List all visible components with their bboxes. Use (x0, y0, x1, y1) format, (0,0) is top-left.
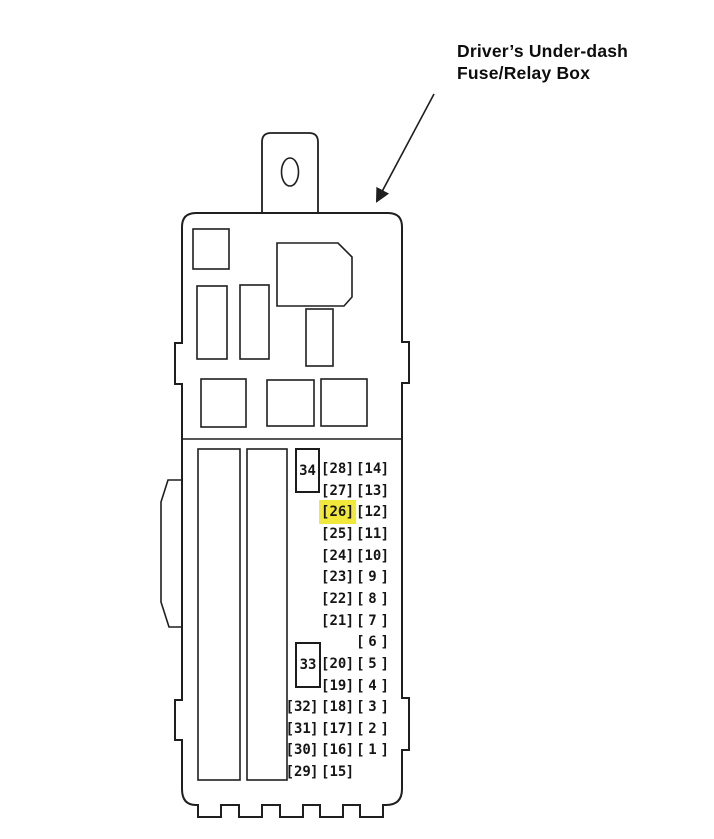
callout-line2: Fuse/Relay Box (457, 63, 591, 83)
fuse-20-label: [ 20 ] (321, 655, 354, 673)
fuse-26-label: [ 26 ] (321, 503, 354, 521)
fuse-11-label: [ 11 ] (356, 525, 389, 543)
relay-33-box (295, 642, 321, 688)
callout-line1: Driver’s Under-dash (457, 41, 629, 61)
fuse-6-label: [ 6 ] (356, 633, 389, 651)
relay-34-box (295, 448, 320, 493)
fuse-30-label: [ 30 ] (285, 741, 319, 759)
fuse-18-label: [ 18 ] (321, 698, 354, 716)
fuse-32-label: [ 32 ] (285, 698, 319, 716)
fuse-16-label: [ 16 ] (321, 741, 354, 759)
fuse-12-label: [ 12 ] (356, 503, 389, 521)
callout-arrow-icon (377, 94, 434, 201)
fuse-14-label: [ 14 ] (356, 460, 389, 478)
fuse-17-label: [ 17 ] (321, 720, 354, 738)
fuse-8-label: [ 8 ] (356, 590, 389, 608)
relay-33-label: 33 (299, 657, 317, 673)
fuse-1-label: [ 1 ] (356, 741, 389, 759)
fuse-25-label: [ 25 ] (321, 525, 354, 543)
relay-34-label: 34 (299, 462, 316, 479)
fuse-10-label: [ 10 ] (356, 547, 389, 565)
fuse-3-label: [ 3 ] (356, 698, 389, 716)
fuse-21-label: [ 21 ] (321, 612, 354, 630)
fuse-28-label: [ 28 ] (321, 460, 354, 478)
fuse-7-label: [ 7 ] (356, 612, 389, 630)
fuse-5-label: [ 5 ] (356, 655, 389, 673)
fuse-2-label: [ 2 ] (356, 720, 389, 738)
fuse-4-label: [ 4 ] (356, 677, 389, 695)
fuse-22-label: [ 22 ] (321, 590, 354, 608)
fuse-15-label: [ 15 ] (321, 763, 354, 781)
fuse-29-label: [ 29 ] (285, 763, 319, 781)
fuse-13-label: [ 13 ] (356, 482, 389, 500)
fuse-31-label: [ 31 ] (285, 720, 319, 738)
side-connector (161, 480, 182, 627)
fuse-19-label: [ 19 ] (321, 677, 354, 695)
callout-label (457, 40, 628, 84)
fuse-23-label: [ 23 ] (321, 568, 354, 586)
fuse-9-label: [ 9 ] (356, 568, 389, 586)
fuse-27-label: [ 27 ] (321, 482, 354, 500)
mounting-tab (262, 133, 318, 214)
mounting-hole-icon (282, 158, 299, 186)
fuse-24-label: [ 24 ] (321, 547, 354, 565)
